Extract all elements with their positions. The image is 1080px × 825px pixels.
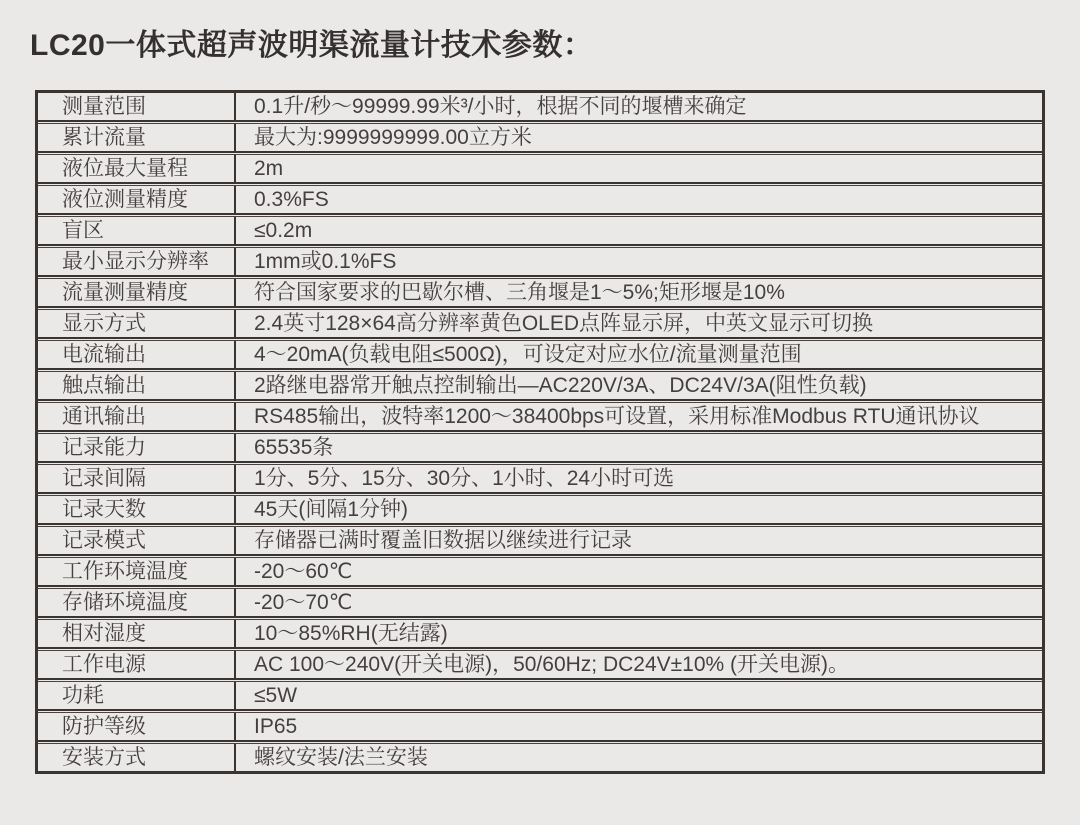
spec-label: 工作环境温度 [38, 558, 236, 585]
spec-label: 显示方式 [38, 310, 236, 337]
spec-label: 液位测量精度 [38, 186, 236, 213]
table-row [38, 247, 1042, 277]
spec-value: 4～20mA(负载电阻≤500Ω)，可设定对应水位/流量测量范围 [254, 343, 802, 366]
table-row [38, 526, 1042, 556]
spec-label: 相对湿度 [38, 620, 236, 647]
spec-label: 记录天数 [38, 496, 236, 523]
spec-label: 最小显示分辨率 [38, 248, 236, 275]
spec-value: 2.4英寸128×64高分辨率黄色OLED点阵显示屏，中英文显示可切换 [254, 312, 874, 335]
spec-value: ≤5W [254, 684, 298, 707]
spec-value: -20～70℃ [254, 591, 353, 614]
spec-label: 液位最大量程 [38, 155, 236, 182]
page-title: LC20一体式超声波明渠流量计技术参数： [30, 29, 594, 62]
spec-value: 2路继电器常开触点控制输出—AC220V/3A、DC24V/3A(阻性负载) [254, 374, 867, 397]
spec-label: 流量测量精度 [38, 279, 236, 306]
spec-value: AC 100～240V(开关电源)，50/60Hz; DC24V±10% (开关电源)。 [254, 653, 850, 676]
spec-value: 0.1升/秒～99999.99米³/小时，根据不同的堰槽来确定 [254, 95, 747, 118]
spec-value: 最大为:9999999999.00立方米 [254, 126, 532, 149]
table-row [38, 185, 1042, 215]
table-row [38, 93, 1042, 122]
spec-value: 1mm或0.1%FS [254, 250, 397, 273]
table-row [38, 743, 1042, 771]
table-row [38, 340, 1042, 370]
spec-label: 功耗 [38, 682, 236, 709]
spec-label: 记录模式 [38, 527, 236, 554]
table-row [38, 154, 1042, 184]
spec-value: -20～60℃ [254, 560, 353, 583]
table-row [38, 402, 1042, 432]
spec-value: RS485输出，波特率1200～38400bps可设置，采用标准Modbus RTU通讯协议 [254, 405, 980, 428]
table-row [38, 123, 1042, 153]
spec-label: 测量范围 [38, 93, 236, 120]
table-row [38, 619, 1042, 649]
spec-label: 记录能力 [38, 434, 236, 461]
spec-value: 符合国家要求的巴歇尔槽、三角堰是1～5%;矩形堰是10% [254, 281, 785, 304]
table-row [38, 495, 1042, 525]
spec-label: 工作电源 [38, 651, 236, 678]
spec-label: 电流输出 [38, 341, 236, 368]
spec-table [35, 90, 1045, 774]
spec-value: 2m [254, 157, 284, 180]
table-row [38, 216, 1042, 246]
spec-label: 通讯输出 [38, 403, 236, 430]
table-row [38, 557, 1042, 587]
spec-label: 记录间隔 [38, 465, 236, 492]
table-row [38, 309, 1042, 339]
table-row [38, 650, 1042, 680]
spec-label: 存储环境温度 [38, 589, 236, 616]
spec-label: 累计流量 [38, 124, 236, 151]
spec-label: 防护等级 [38, 713, 236, 740]
spec-value: 10～85%RH(无结露) [254, 622, 448, 645]
spec-value: IP65 [254, 715, 298, 738]
spec-value: 存储器已满时覆盖旧数据以继续进行记录 [254, 529, 632, 552]
spec-label: 安装方式 [38, 744, 236, 771]
table-row [38, 371, 1042, 401]
table-row [38, 681, 1042, 711]
spec-value: 65535条 [254, 436, 334, 459]
table-row [38, 588, 1042, 618]
table-row [38, 464, 1042, 494]
spec-value: 0.3%FS [254, 188, 329, 211]
spec-value: ≤0.2m [254, 219, 313, 242]
spec-value: 螺纹安装/法兰安装 [254, 746, 428, 769]
spec-label: 盲区 [38, 217, 236, 244]
spec-value: 45天(间隔1分钟) [254, 498, 409, 521]
spec-label: 触点输出 [38, 372, 236, 399]
table-row [38, 712, 1042, 742]
spec-value: 1分、5分、15分、30分、1小时、24小时可选 [254, 467, 675, 490]
table-row [38, 433, 1042, 463]
table-row [38, 278, 1042, 308]
